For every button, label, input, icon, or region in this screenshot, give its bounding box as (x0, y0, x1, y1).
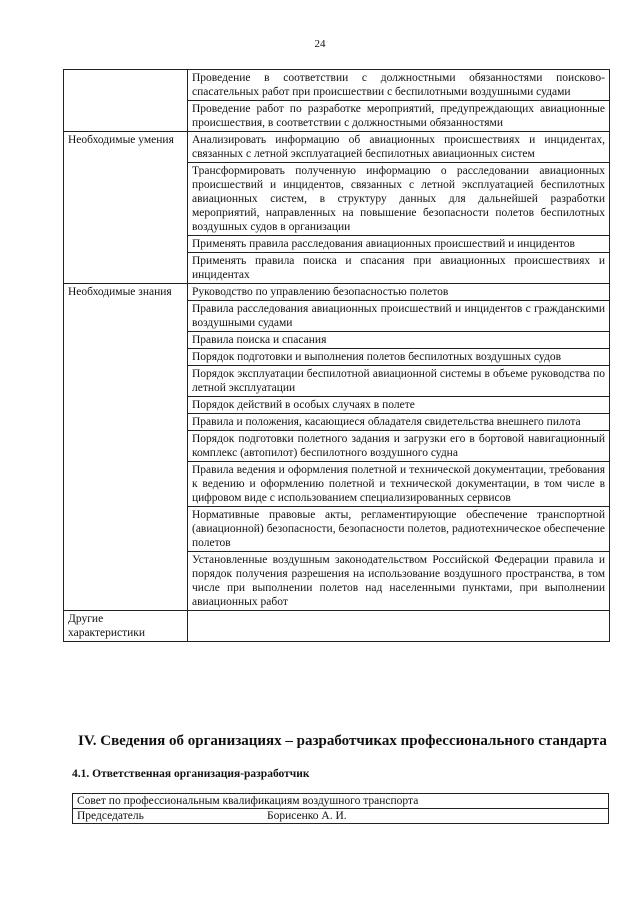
table-cell: Правила ведения и оформления полетной и технической документации, требования к ведению и оформлению полетной и технической документации, в том числе в цифровом виде с использованием специализированных сервисов (188, 462, 610, 507)
page-number: 24 (314, 38, 326, 50)
org-name: Совет по профессиональным квалификациям воздушного транспорта (73, 794, 609, 809)
table-cell: Анализировать информацию об авиационных происшествиях и инцидентах, связанных с летной эксплуатацией беспилотных авиационных систем (188, 132, 610, 163)
knowledge-label: Необходимые знания (64, 284, 188, 611)
table-cell: Правила расследования авиационных происшествий и инцидентов с гражданскими воздушными судами (188, 301, 610, 332)
developer-org-table (72, 793, 609, 824)
table-cell: Применять правила расследования авиационных происшествий и инцидентов (188, 236, 610, 253)
table-cell: Нормативные правовые акты, регламентирующие обеспечение транспортной (авиационной) безопасности, безопасности полетов, радиотехническое обеспечение полетов (188, 507, 610, 552)
table-cell: Правила поиска и спасания (188, 332, 610, 349)
other-characteristics-value (188, 611, 610, 642)
table-row (73, 809, 609, 824)
table-row (64, 132, 610, 163)
subsection-heading: 4.1. Ответственная организация-разработчик (72, 768, 310, 780)
table-cell: Трансформировать полученную информацию о расследовании авиационных происшествий и инцидентов, связанных с летной эксплуатацией беспилотных авиационных систем, в структуру данных для дальнейшей разработки мероприятий, направленных на повышение безопасности полетов беспилотных воздушных судов в организации (188, 163, 610, 236)
table-cell: Правила и положения, касающиеся обладателя свидетельства внешнего пилота (188, 414, 610, 431)
table-cell: Порядок подготовки и выполнения полетов беспилотных воздушных судов (188, 349, 610, 366)
table-cell: Руководство по управлению безопасностью полетов (188, 284, 610, 301)
table-cell: Порядок подготовки полетного задания и загрузки его в бортовой навигационный комплекс (автопилот) беспилотного воздушного судна (188, 431, 610, 462)
function-spec-table (63, 69, 610, 642)
table-cell: Порядок эксплуатации беспилотной авиационной системы в объеме руководства по летной эксплуатации (188, 366, 610, 397)
table-row (64, 284, 610, 301)
chair-label: Председатель (77, 810, 144, 822)
table-cell: Проведение работ по разработке мероприятий, предупреждающих авиационные происшествия, в соответствии с должностными обязанностями (188, 101, 610, 132)
skills-label: Необходимые умения (64, 132, 188, 284)
table-row (73, 794, 609, 809)
table-cell: Порядок действий в особых случаях в полете (188, 397, 610, 414)
table-cell: Применять правила поиска и спасания при авиационных происшествиях и инцидентах (188, 253, 610, 284)
table-row (64, 611, 610, 642)
chair-row (77, 809, 604, 823)
table-cell: Проведение в соответствии с должностными обязанностями поисково-спасательных работ при происшествии с беспилотными воздушными судами (188, 70, 610, 101)
table-cell: Установленные воздушным законодательством Российской Федерации правила и порядок получения разрешения на использование воздушного пространства, в том числе при выполнении полетов над населенными пунктами, при выполнении авиационных работ (188, 552, 610, 611)
table-row (64, 70, 610, 101)
continuation-label-cell (64, 70, 188, 132)
chair-cell (73, 809, 609, 824)
chair-name: Борисенко А. И. (267, 810, 347, 822)
other-characteristics-label: Другие характеристики (64, 611, 188, 642)
section-heading: IV. Сведения об организациях – разработчиках профессионального стандарта (78, 733, 607, 749)
